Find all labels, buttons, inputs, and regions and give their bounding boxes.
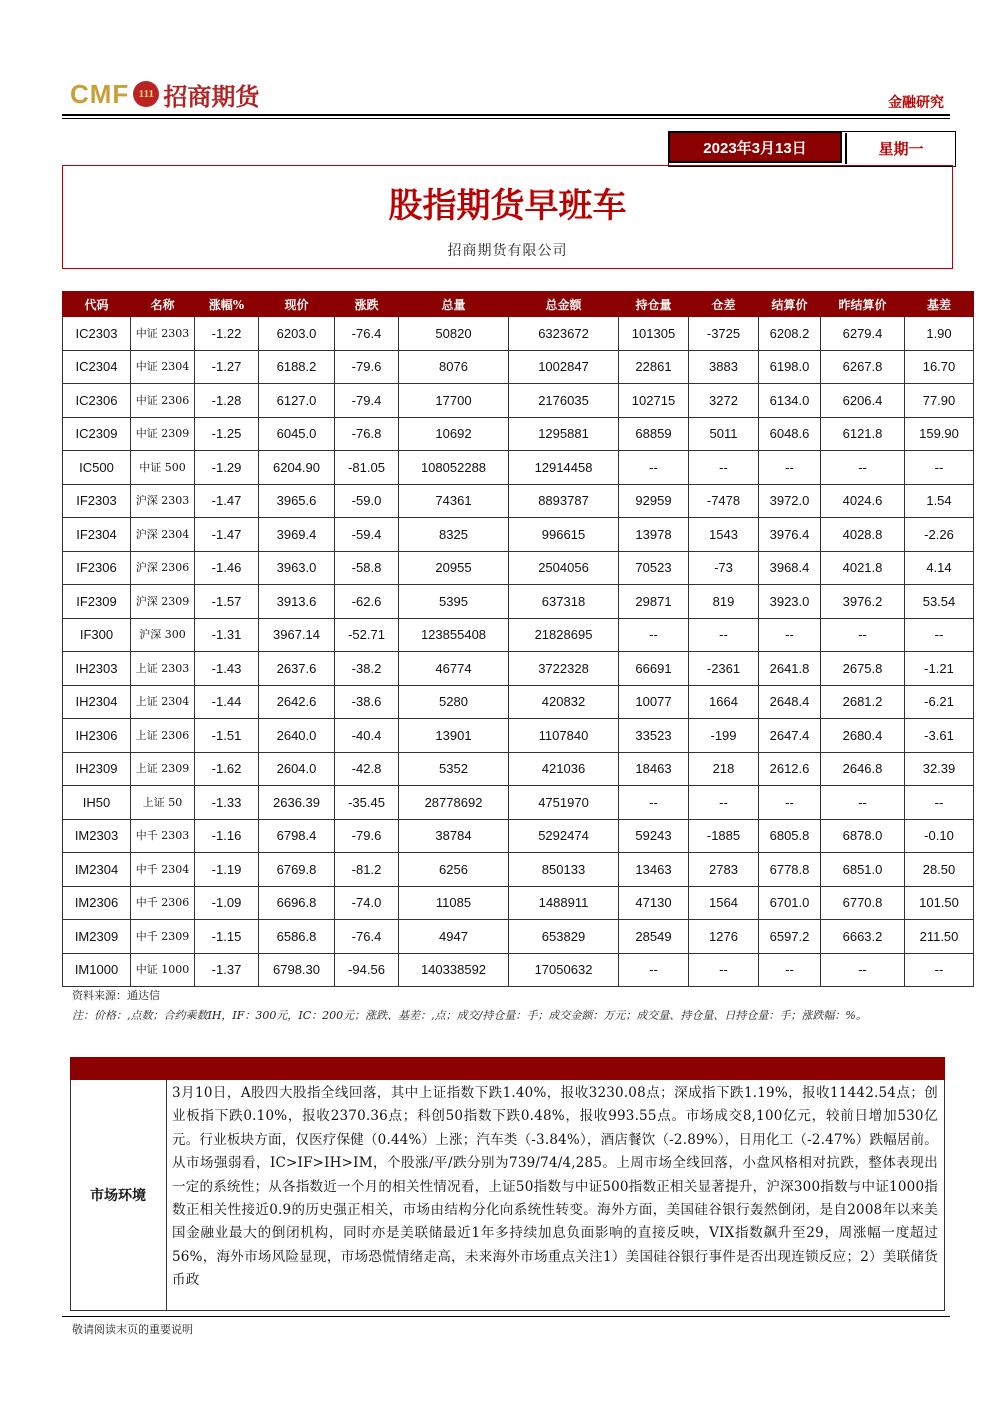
table-cell: IH2309 xyxy=(63,752,131,786)
table-cell: -59.0 xyxy=(335,484,399,518)
table-cell: -1.27 xyxy=(195,350,259,384)
logo-cmf-text: CMF xyxy=(70,78,130,109)
table-cell: 沪深 300 xyxy=(131,618,195,652)
table-notes xyxy=(72,986,952,1026)
table-cell: -52.71 xyxy=(335,618,399,652)
table-cell: 59243 xyxy=(619,819,689,853)
table-cell: -- xyxy=(759,451,821,485)
table-cell: -0.10 xyxy=(905,819,974,853)
table-cell: IM2309 xyxy=(63,920,131,954)
table-cell: 28.50 xyxy=(905,853,974,887)
table-cell: 1488911 xyxy=(509,886,619,920)
market-commentary: 3月10日，A股四大股指全线回落，其中上证指数下跌1.40%，报收3230.08点；深成指下跌1.19%，报收11442.54点；创业板指下跌0.10%，报收2370.36点；科创50指数下跌0.48%，报收993.55点。市场成交8,100亿元，较前日增加530亿元。行业板块方面，仅医疗保健（0.44%）上涨；汽车类（-3.84%），酒店餐饮（-2.89%），日用化工（-2.47%）跌幅居前。从市场强弱看，IC>IF>IH>IM，个股涨/平/跌分别为739/74/4,285。上周市场全线回落，小盘风格相对抗跌，整体表现出一定的系统性；从各指数近一个月的相关性情况看，上证50指数与中证500指数正相关显著提升，沪深300指数与中证1000指数正相关性接近0.9的历史强正相关，市场由结构分化向系统性转变。海外方面，美国硅谷银行轰然倒闭，是自2008年以来美国金融业最大的倒闭机构，同时亦是美联储最近1年多持续加息负面影响的直接反映，VIX指数飙升至29，周涨幅一度超过56%，海外市场风险显现，市场恐慌情绪走高，未来海外市场重点关注1）美国硅谷银行事件是否出现连锁反应；2）美联储货币政 xyxy=(172,1085,938,1289)
table-cell: 2646.8 xyxy=(821,752,905,786)
table-row xyxy=(63,618,974,652)
table-cell: -- xyxy=(689,953,759,987)
logo-company-name: 招商期货 xyxy=(163,81,260,111)
table-cell: -79.4 xyxy=(335,384,399,418)
table-cell: 6878.0 xyxy=(821,819,905,853)
table-cell: 2504056 xyxy=(509,551,619,585)
table-cell: -1.25 xyxy=(195,417,259,451)
table-cell: -- xyxy=(759,786,821,820)
table-cell: 沪深 2309 xyxy=(131,585,195,619)
table-cell: 32.39 xyxy=(905,752,974,786)
table-cell: -1.19 xyxy=(195,853,259,887)
table-row xyxy=(63,317,974,351)
table-cell: 3913.6 xyxy=(259,585,335,619)
table-cell: 101305 xyxy=(619,317,689,351)
table-cell: 53.54 xyxy=(905,585,974,619)
table-cell: 10077 xyxy=(619,685,689,719)
table-cell: 8893787 xyxy=(509,484,619,518)
table-cell: 中千 2306 xyxy=(131,886,195,920)
table-cell: 中证 2306 xyxy=(131,384,195,418)
table-cell: IM2303 xyxy=(63,819,131,853)
column-header: 总量 xyxy=(399,292,509,317)
table-cell: 4021.8 xyxy=(821,551,905,585)
table-cell: -- xyxy=(689,786,759,820)
table-cell: 420832 xyxy=(509,685,619,719)
table-cell: 6121.8 xyxy=(821,417,905,451)
table-cell: 6134.0 xyxy=(759,384,821,418)
table-cell: -79.6 xyxy=(335,350,399,384)
table-cell: 2641.8 xyxy=(759,652,821,686)
table-cell: 6805.8 xyxy=(759,819,821,853)
table-cell: -1.29 xyxy=(195,451,259,485)
table-cell: -- xyxy=(905,786,974,820)
table-cell: 沪深 2306 xyxy=(131,551,195,585)
column-header: 现价 xyxy=(259,292,335,317)
table-cell: -1.62 xyxy=(195,752,259,786)
table-cell: -7478 xyxy=(689,484,759,518)
table-cell: 中证 1000 xyxy=(131,953,195,987)
table-row xyxy=(63,853,974,887)
table-cell: 中千 2309 xyxy=(131,920,195,954)
table-cell: IC2304 xyxy=(63,350,131,384)
table-cell: 3965.6 xyxy=(259,484,335,518)
table-cell: 18463 xyxy=(619,752,689,786)
table-cell: 421036 xyxy=(509,752,619,786)
table-cell: -42.8 xyxy=(335,752,399,786)
table-cell: -1.28 xyxy=(195,384,259,418)
table-row xyxy=(63,652,974,686)
report-title: 股指期货早班车 xyxy=(388,186,627,226)
table-cell: 50820 xyxy=(399,317,509,351)
table-cell: -1.22 xyxy=(195,317,259,351)
table-cell: -38.6 xyxy=(335,685,399,719)
table-row xyxy=(63,685,974,719)
table-cell: -- xyxy=(759,953,821,987)
market-section-label: 市场环境 xyxy=(70,1080,167,1310)
column-header: 代码 xyxy=(63,292,131,317)
table-cell: 28549 xyxy=(619,920,689,954)
table-row xyxy=(63,920,974,954)
table-cell: -2.26 xyxy=(905,518,974,552)
table-row xyxy=(63,719,974,753)
table-cell: -- xyxy=(619,786,689,820)
table-cell: 4751970 xyxy=(509,786,619,820)
table-cell: 5280 xyxy=(399,685,509,719)
table-cell: -- xyxy=(905,618,974,652)
table-cell: IH50 xyxy=(63,786,131,820)
table-cell: -79.6 xyxy=(335,819,399,853)
table-cell: 上证 2309 xyxy=(131,752,195,786)
section-header-bar xyxy=(70,1057,945,1080)
table-cell: IC2303 xyxy=(63,317,131,351)
table-row xyxy=(63,886,974,920)
table-cell: 中证 2303 xyxy=(131,317,195,351)
table-cell: 6798.4 xyxy=(259,819,335,853)
table-cell: 2648.4 xyxy=(759,685,821,719)
table-cell: -1.51 xyxy=(195,719,259,753)
table-cell: 2647.4 xyxy=(759,719,821,753)
table-cell: 17700 xyxy=(399,384,509,418)
table-cell: 6323672 xyxy=(509,317,619,351)
table-cell: 1295881 xyxy=(509,417,619,451)
table-cell: 6696.8 xyxy=(259,886,335,920)
table-cell: IH2303 xyxy=(63,652,131,686)
table-cell: 6851.0 xyxy=(821,853,905,887)
table-cell: 66691 xyxy=(619,652,689,686)
table-cell: 3963.0 xyxy=(259,551,335,585)
table-cell: 218 xyxy=(689,752,759,786)
table-cell: 12914458 xyxy=(509,451,619,485)
column-header: 总金额 xyxy=(509,292,619,317)
table-cell: -1.46 xyxy=(195,551,259,585)
table-cell: -76.4 xyxy=(335,920,399,954)
table-cell: IF2303 xyxy=(63,484,131,518)
table-row xyxy=(63,551,974,585)
table-cell: 46774 xyxy=(399,652,509,686)
table-row xyxy=(63,752,974,786)
table-cell: 上证 2303 xyxy=(131,652,195,686)
table-cell: -- xyxy=(689,451,759,485)
table-cell: 2604.0 xyxy=(259,752,335,786)
table-cell: 3976.4 xyxy=(759,518,821,552)
table-cell: 850133 xyxy=(509,853,619,887)
table-cell: -1.15 xyxy=(195,920,259,954)
table-body xyxy=(63,317,974,987)
table-cell: -- xyxy=(821,953,905,987)
table-cell: -- xyxy=(905,451,974,485)
table-cell: 上证 50 xyxy=(131,786,195,820)
table-cell: -6.21 xyxy=(905,685,974,719)
table-cell: -- xyxy=(821,786,905,820)
column-header: 持仓量 xyxy=(619,292,689,317)
table-cell: -73 xyxy=(689,551,759,585)
table-row xyxy=(63,585,974,619)
table-cell: 3968.4 xyxy=(759,551,821,585)
table-cell: 6045.0 xyxy=(259,417,335,451)
table-cell: 996615 xyxy=(509,518,619,552)
table-cell: IF2304 xyxy=(63,518,131,552)
table-cell: 6208.2 xyxy=(759,317,821,351)
report-date: 2023年3月13日 xyxy=(668,131,842,163)
column-header: 名称 xyxy=(131,292,195,317)
table-cell: 101.50 xyxy=(905,886,974,920)
column-header: 昨结算价 xyxy=(821,292,905,317)
table-cell: 1002847 xyxy=(509,350,619,384)
table-cell: -1.21 xyxy=(905,652,974,686)
table-row xyxy=(63,451,974,485)
table-cell: 中证 2309 xyxy=(131,417,195,451)
table-cell: 中证 500 xyxy=(131,451,195,485)
table-cell: 653829 xyxy=(509,920,619,954)
table-cell: IH2306 xyxy=(63,719,131,753)
table-cell: -76.8 xyxy=(335,417,399,451)
column-header: 涨幅% xyxy=(195,292,259,317)
table-cell: 2680.4 xyxy=(821,719,905,753)
table-cell: IF300 xyxy=(63,618,131,652)
table-cell: 3969.4 xyxy=(259,518,335,552)
table-cell: 6279.4 xyxy=(821,317,905,351)
table-cell: 4024.6 xyxy=(821,484,905,518)
table-cell: 13901 xyxy=(399,719,509,753)
table-cell: 3272 xyxy=(689,384,759,418)
table-footnote: 注：价格：,点数；合约乘数IH，IF：300元，IC：200元；涨跌、基差：,点；成交/持仓量：手；成交金额：万元；成交量、持仓量、日持仓量：手；涨跌幅：%。 xyxy=(72,1009,867,1022)
column-header: 基差 xyxy=(905,292,974,317)
header-divider xyxy=(62,114,950,116)
table-cell: -81.05 xyxy=(335,451,399,485)
table-cell: -- xyxy=(619,953,689,987)
table-cell: 38784 xyxy=(399,819,509,853)
table-cell: 3976.2 xyxy=(821,585,905,619)
table-cell: -- xyxy=(619,618,689,652)
table-cell: 11085 xyxy=(399,886,509,920)
table-cell: 沪深 2303 xyxy=(131,484,195,518)
table-cell: 2637.6 xyxy=(259,652,335,686)
table-cell: 6127.0 xyxy=(259,384,335,418)
table-cell: -38.2 xyxy=(335,652,399,686)
table-cell: -3.61 xyxy=(905,719,974,753)
table-cell: -59.4 xyxy=(335,518,399,552)
table-cell: 6663.2 xyxy=(821,920,905,954)
column-header: 结算价 xyxy=(759,292,821,317)
table-cell: -- xyxy=(821,618,905,652)
table-header-row xyxy=(63,292,974,317)
footer-divider xyxy=(62,1316,950,1317)
table-cell: 沪深 2304 xyxy=(131,518,195,552)
table-cell: -40.4 xyxy=(335,719,399,753)
table-cell: 1.54 xyxy=(905,484,974,518)
header-divider-thin xyxy=(62,118,950,119)
table-cell: 5011 xyxy=(689,417,759,451)
table-cell: 22861 xyxy=(619,350,689,384)
table-cell: 2783 xyxy=(689,853,759,887)
table-cell: 140338592 xyxy=(399,953,509,987)
table-cell: -- xyxy=(619,451,689,485)
table-cell: -1885 xyxy=(689,819,759,853)
table-cell: 4.14 xyxy=(905,551,974,585)
table-cell: -1.43 xyxy=(195,652,259,686)
table-cell: 6204.90 xyxy=(259,451,335,485)
table-cell: 21828695 xyxy=(509,618,619,652)
table-cell: 29871 xyxy=(619,585,689,619)
table-cell: -1.16 xyxy=(195,819,259,853)
table-cell: -74.0 xyxy=(335,886,399,920)
table-cell: IC2309 xyxy=(63,417,131,451)
table-row xyxy=(63,953,974,987)
table-cell: 4028.8 xyxy=(821,518,905,552)
table-cell: -3725 xyxy=(689,317,759,351)
table-cell: 3923.0 xyxy=(759,585,821,619)
table-row xyxy=(63,350,974,384)
table-cell: 6769.8 xyxy=(259,853,335,887)
company-name: 招商期货有限公司 xyxy=(447,243,568,259)
date-bar-frame xyxy=(668,131,956,167)
table-cell: IM2306 xyxy=(63,886,131,920)
table-cell: -35.45 xyxy=(335,786,399,820)
table-cell: 6778.8 xyxy=(759,853,821,887)
table-cell: 637318 xyxy=(509,585,619,619)
report-weekday: 星期一 xyxy=(845,133,955,164)
column-header: 仓差 xyxy=(689,292,759,317)
table-row xyxy=(63,417,974,451)
table-cell: 6267.8 xyxy=(821,350,905,384)
table-cell: 1543 xyxy=(689,518,759,552)
data-source: 资料来源：通达信 xyxy=(72,989,160,1002)
table-cell: IF2309 xyxy=(63,585,131,619)
table-cell: 上证 2306 xyxy=(131,719,195,753)
table-cell: 6198.0 xyxy=(759,350,821,384)
table-row xyxy=(63,384,974,418)
table-cell: 16.70 xyxy=(905,350,974,384)
table-cell: -- xyxy=(689,618,759,652)
table-cell: -1.57 xyxy=(195,585,259,619)
table-cell: 5292474 xyxy=(509,819,619,853)
table-cell: 211.50 xyxy=(905,920,974,954)
logo-emblem-icon: 111 xyxy=(133,81,159,107)
table-cell: 2675.8 xyxy=(821,652,905,686)
table-cell: 2640.0 xyxy=(259,719,335,753)
table-cell: -62.6 xyxy=(335,585,399,619)
table-cell: 6701.0 xyxy=(759,886,821,920)
table-cell: -1.44 xyxy=(195,685,259,719)
table-cell: 3967.14 xyxy=(259,618,335,652)
table-cell: -- xyxy=(759,618,821,652)
table-cell: 2681.2 xyxy=(821,685,905,719)
table-cell: -- xyxy=(821,451,905,485)
table-cell: 中千 2303 xyxy=(131,819,195,853)
table-cell: 123855408 xyxy=(399,618,509,652)
column-header: 涨跌 xyxy=(335,292,399,317)
table-cell: 819 xyxy=(689,585,759,619)
table-cell: 6798.30 xyxy=(259,953,335,987)
table-cell: 20955 xyxy=(399,551,509,585)
table-cell: IC2306 xyxy=(63,384,131,418)
table-cell: 2636.39 xyxy=(259,786,335,820)
table-cell: IH2304 xyxy=(63,685,131,719)
table-cell: 159.90 xyxy=(905,417,974,451)
futures-quote-table xyxy=(62,291,974,987)
table-cell: 108052288 xyxy=(399,451,509,485)
footer-disclaimer: 敬请阅读末页的重要说明 xyxy=(72,1323,193,1336)
table-cell: 8325 xyxy=(399,518,509,552)
table-cell: 13978 xyxy=(619,518,689,552)
table-cell: 77.90 xyxy=(905,384,974,418)
table-cell: 2642.6 xyxy=(259,685,335,719)
table-cell: 28778692 xyxy=(399,786,509,820)
table-cell: 3883 xyxy=(689,350,759,384)
table-cell: 1664 xyxy=(689,685,759,719)
table-cell: -1.47 xyxy=(195,484,259,518)
table-cell: 70523 xyxy=(619,551,689,585)
table-cell: -94.56 xyxy=(335,953,399,987)
table-cell: 1.90 xyxy=(905,317,974,351)
table-cell: 4947 xyxy=(399,920,509,954)
table-cell: 2176035 xyxy=(509,384,619,418)
table-cell: 6203.0 xyxy=(259,317,335,351)
table-cell: 1276 xyxy=(689,920,759,954)
table-cell: 6256 xyxy=(399,853,509,887)
table-cell: 2612.6 xyxy=(759,752,821,786)
table-cell: -- xyxy=(905,953,974,987)
table-cell: 92959 xyxy=(619,484,689,518)
table-cell: -199 xyxy=(689,719,759,753)
table-cell: 6048.6 xyxy=(759,417,821,451)
table-cell: 3722328 xyxy=(509,652,619,686)
table-cell: 17050632 xyxy=(509,953,619,987)
table-cell: IF2306 xyxy=(63,551,131,585)
table-cell: 33523 xyxy=(619,719,689,753)
table-cell: 3972.0 xyxy=(759,484,821,518)
table-row xyxy=(63,518,974,552)
table-cell: -1.37 xyxy=(195,953,259,987)
table-cell: -1.31 xyxy=(195,618,259,652)
table-cell: -81.2 xyxy=(335,853,399,887)
table-cell: -1.09 xyxy=(195,886,259,920)
table-cell: 74361 xyxy=(399,484,509,518)
table-cell: -2361 xyxy=(689,652,759,686)
table-cell: -1.47 xyxy=(195,518,259,552)
table-cell: 13463 xyxy=(619,853,689,887)
table-cell: 1564 xyxy=(689,886,759,920)
section-label: 金融研究 xyxy=(888,95,944,111)
table-cell: 5352 xyxy=(399,752,509,786)
table-cell: 102715 xyxy=(619,384,689,418)
table-cell: 8076 xyxy=(399,350,509,384)
table-cell: 中证 2304 xyxy=(131,350,195,384)
table-cell: 6770.8 xyxy=(821,886,905,920)
table-cell: 5395 xyxy=(399,585,509,619)
table-row xyxy=(63,786,974,820)
table-cell: -58.8 xyxy=(335,551,399,585)
table-cell: -76.4 xyxy=(335,317,399,351)
table-cell: 6586.8 xyxy=(259,920,335,954)
table-row xyxy=(63,819,974,853)
table-cell: 6188.2 xyxy=(259,350,335,384)
table-cell: IM2304 xyxy=(63,853,131,887)
table-cell: 47130 xyxy=(619,886,689,920)
table-cell: 1107840 xyxy=(509,719,619,753)
table-row xyxy=(63,484,974,518)
table-cell: 上证 2304 xyxy=(131,685,195,719)
table-cell: IM1000 xyxy=(63,953,131,987)
table-cell: -1.33 xyxy=(195,786,259,820)
table-cell: 6597.2 xyxy=(759,920,821,954)
company-logo xyxy=(70,78,259,110)
table-cell: 10692 xyxy=(399,417,509,451)
table-cell: 68859 xyxy=(619,417,689,451)
table-cell: IC500 xyxy=(63,451,131,485)
table-cell: 中千 2304 xyxy=(131,853,195,887)
table-cell: 6206.4 xyxy=(821,384,905,418)
